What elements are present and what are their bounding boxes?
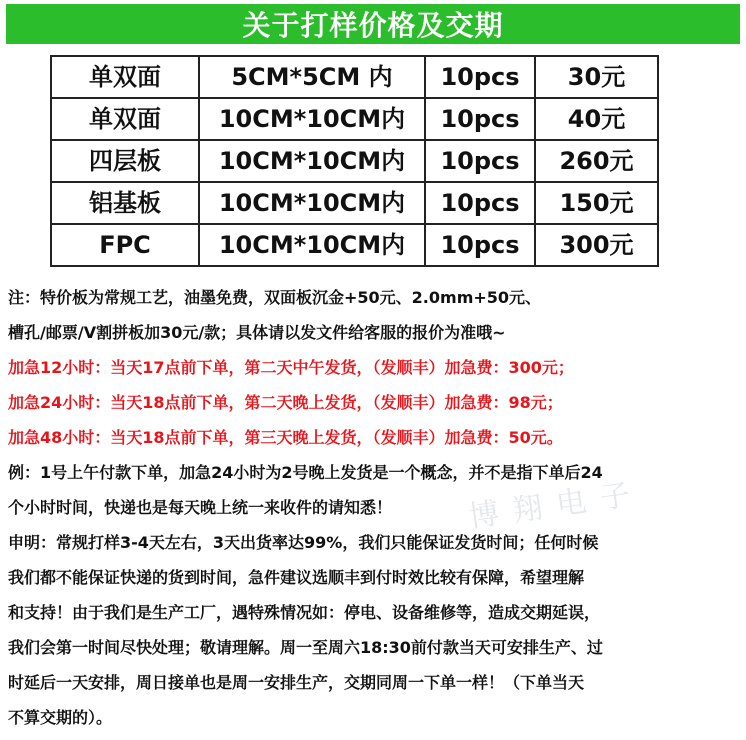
notes-section [8,280,744,735]
board-quantity: 10pcs [425,182,535,224]
board-price: 30元 [535,56,658,98]
board-size: 5CM*5CM 内 [199,56,425,98]
statement-line: 我们会第一时间尽快处理；敬请理解。周一至周六18:30前付款当天可安排生产、过 [8,638,603,657]
board-quantity: 10pcs [425,224,535,266]
note-line: 注：特价板为常规工艺，油墨免费，双面板沉金+50元、2.0mm+50元、 [8,288,542,307]
board-size: 10CM*10CM内 [199,140,425,182]
rush-48h-line: 加急48小时：当天18点前下单，第三天晚上发货，（发顺丰）加急费：50元。 [8,428,563,447]
statement-line: 我们都不能保证快递的货到时间，急件建议选顺丰到付时效比较有保障，希望理解 [8,568,585,587]
board-size: 10CM*10CM内 [199,224,425,266]
table-row [51,56,658,98]
board-type: 铝基板 [51,182,199,224]
note-line: 槽孔/邮票/V割拼板加30元/款；具体请以发文件给客服的报价为准哦~ [8,323,506,342]
table-row [51,98,658,140]
board-quantity: 10pcs [425,98,535,140]
table-row [51,224,658,266]
statement-line: 不算交期的）。 [8,708,113,727]
board-quantity: 10pcs [425,140,535,182]
rush-24h-line: 加急24小时：当天18点前下单，第二天晚上发货，（发顺丰）加急费：98元； [8,393,563,412]
price-table [50,55,659,267]
board-type: 单双面 [51,56,199,98]
board-price: 300元 [535,224,658,266]
statement-line: 和支持！由于我们是生产工厂，遇特殊情况如：停电、设备维修等，造成交期延误， [8,603,601,622]
company-watermark: 博翔电子 [466,475,647,536]
board-quantity: 10pcs [425,56,535,98]
board-size: 10CM*10CM内 [199,182,425,224]
board-type: 单双面 [51,98,199,140]
board-type: 四层板 [51,140,199,182]
board-type: FPC [51,224,199,266]
board-price: 260元 [535,140,658,182]
example-line: 个小时时间，快递也是每天晚上统一来收件的请知悉！ [8,498,393,517]
page-title-banner [6,4,740,44]
board-price: 40元 [535,98,658,140]
table-row [51,182,658,224]
board-price: 150元 [535,182,658,224]
example-line: 例：1号上午付款下单，加急24小时为2号晚上发货是一个概念，并不是指下单后24 [8,463,603,482]
table-row [51,140,658,182]
page-title: 关于打样价格及交期 [242,9,504,42]
rush-12h-line: 加急12小时：当天17点前下单，第二天中午发货，（发顺丰）加急费：300元； [8,358,574,377]
statement-line: 时延后一天安排，周日接单也是周一安排生产，交期同周一下单一样！（下单当天 [8,673,585,692]
statement-line: 申明：常规打样3-4天左右，3天出货率达99%，我们只能保证发货时间；任何时候 [8,533,599,552]
board-size: 10CM*10CM内 [199,98,425,140]
